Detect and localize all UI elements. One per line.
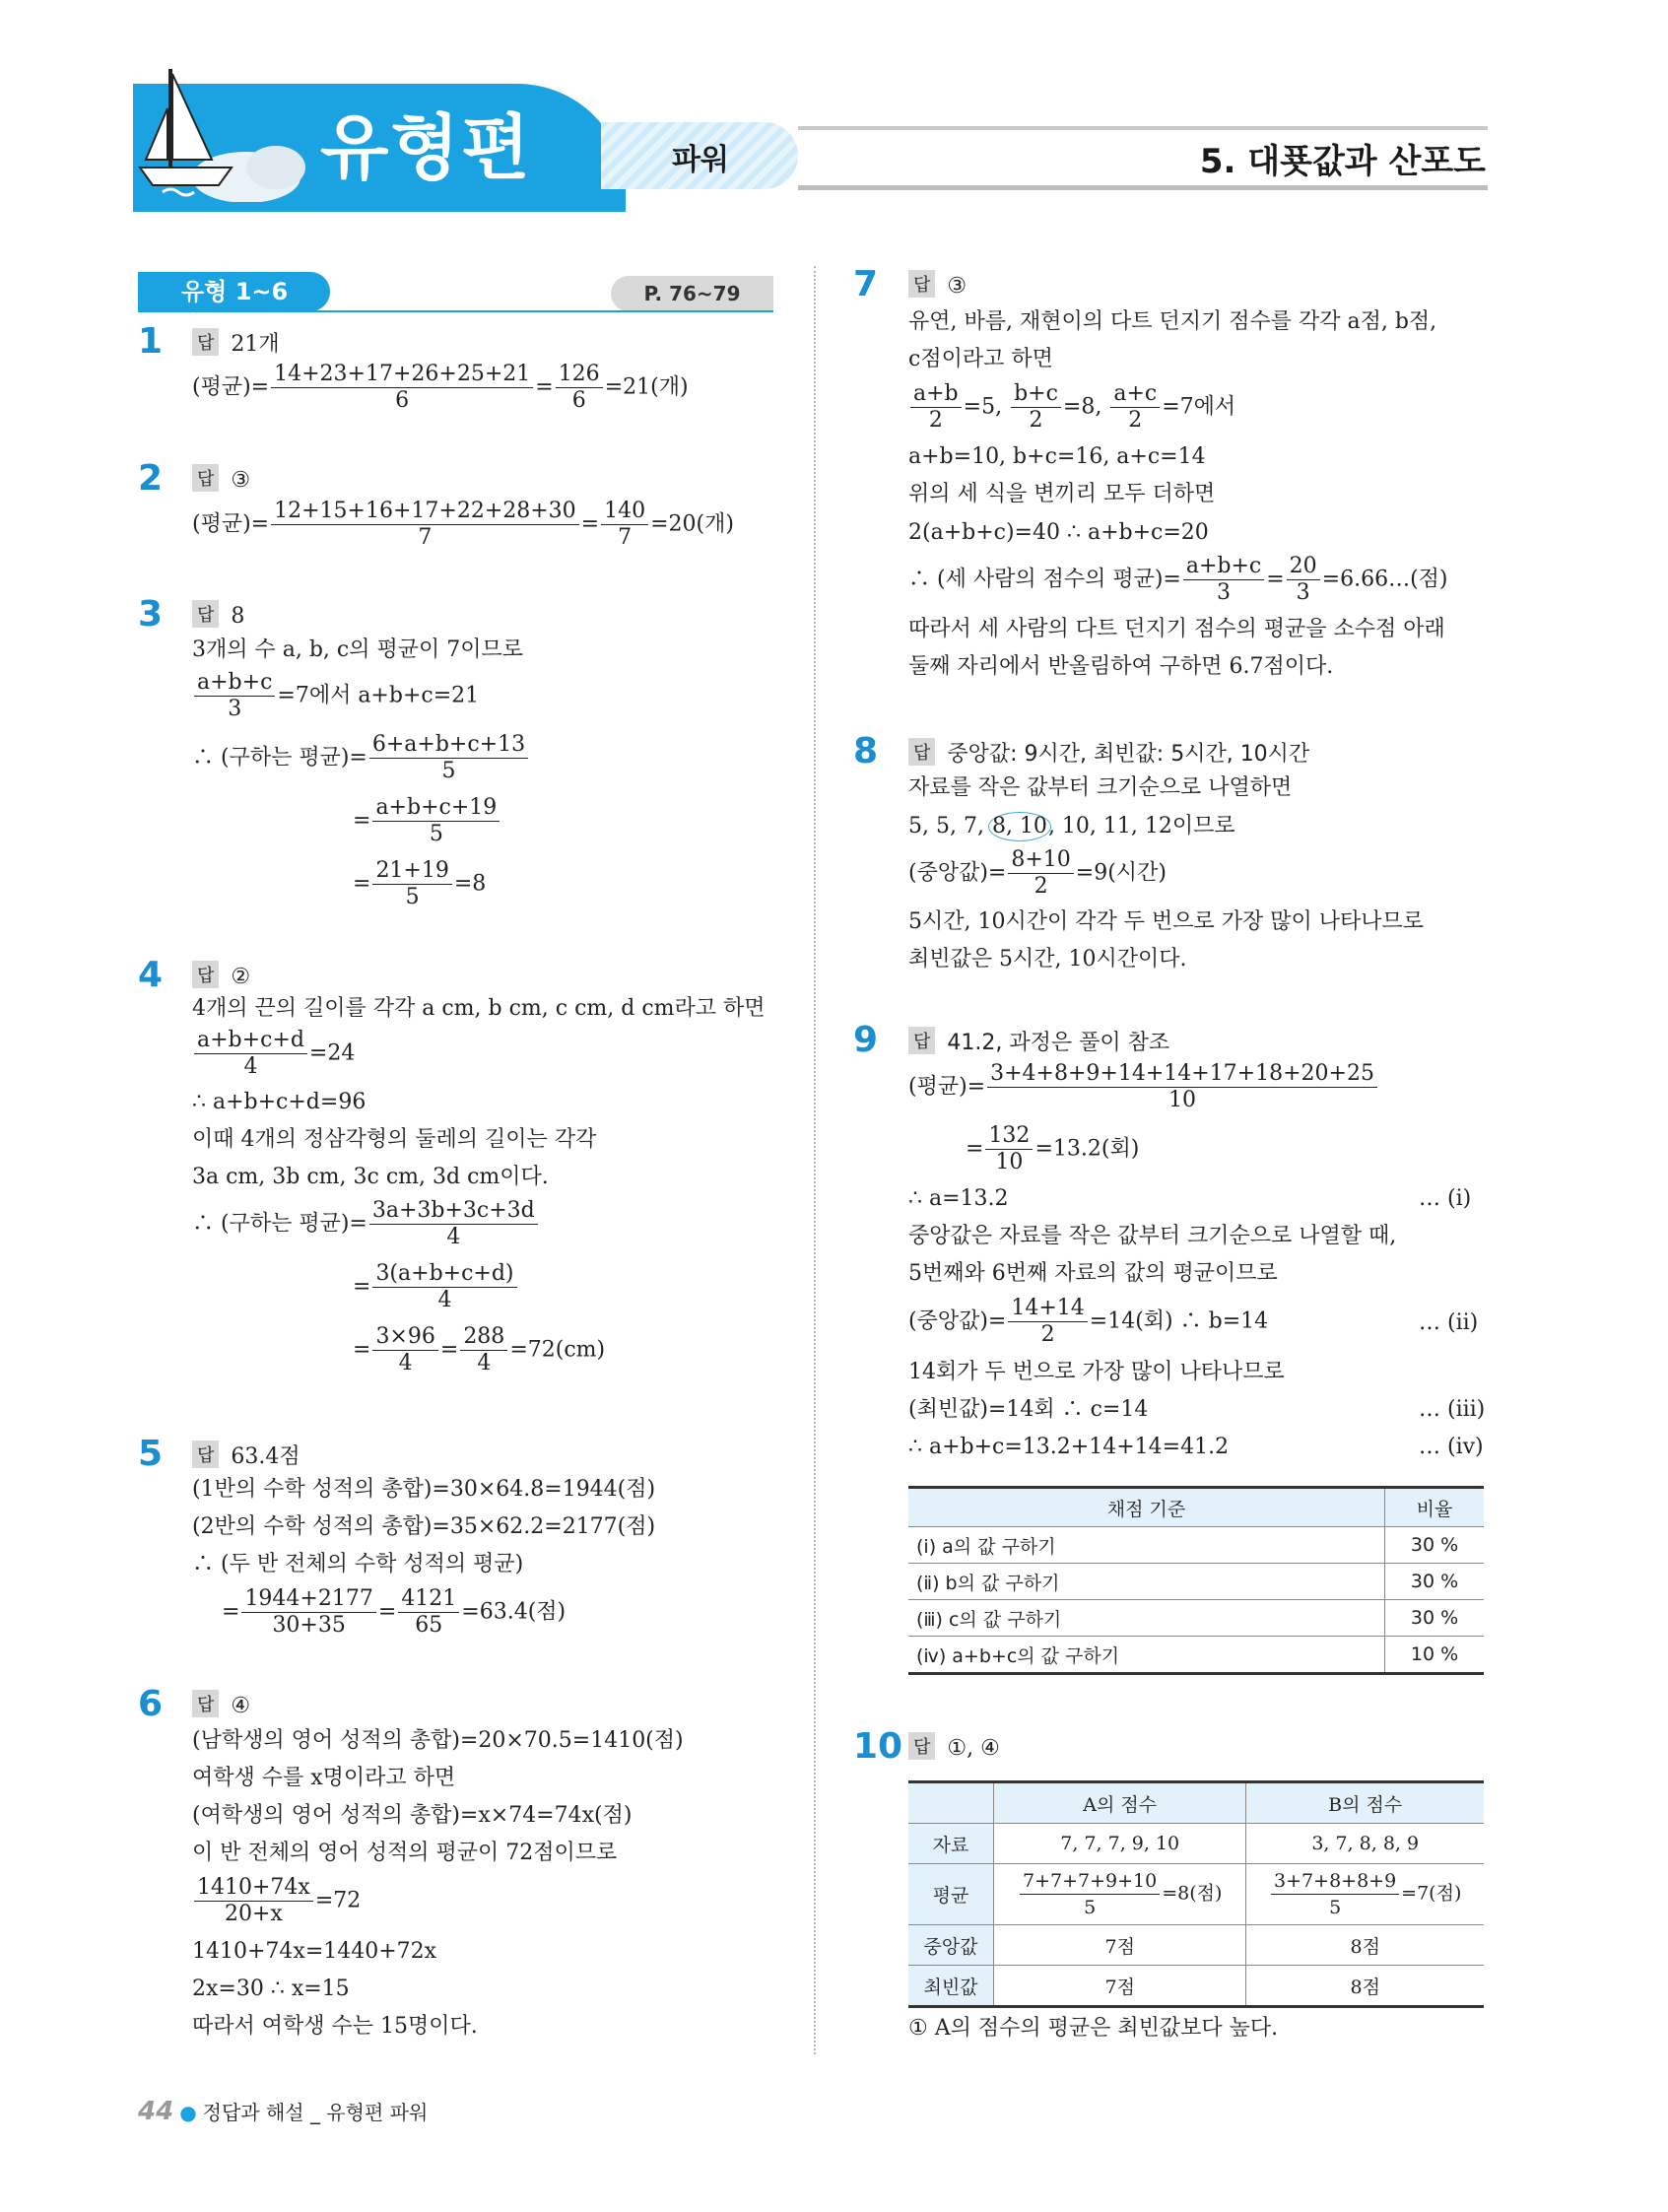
question-number: 1 [138,321,164,362]
table-cell: (ⅱ) b의 값 구하기 [908,1564,1385,1600]
table-cell: 30 % [1385,1600,1485,1637]
solution-line: ∴ (구하는 평균)= $\frac{3a+3b+3c+3d}{4}$ [192,1198,540,1250]
table-cell: $\frac{7+7+7+9+10}{5}$ =8(점) [994,1864,1246,1925]
table-header: 비율 [1385,1488,1485,1527]
table-header-row [908,1488,1484,1527]
table-cell: 30 % [1385,1564,1485,1600]
table-row [908,1966,1484,2007]
table-cell: (ⅲ) c의 값 구하기 [908,1600,1385,1637]
solution-line: ∴ a+b+c=13.2+14+14=41.2 [908,1435,1230,1459]
solution-line: (중앙값)= $\frac{14+14}{2}$ =14(회) ∴ b=14 [908,1296,1269,1347]
sailboat-icon [138,69,305,202]
solution-line: ∴ a=13.2 [908,1186,1009,1211]
header-rule-top [798,126,1488,130]
table-cell: 30 % [1385,1527,1485,1564]
question-number: 4 [138,955,164,995]
answer-label: 답 [192,600,219,628]
solution-line: a+b=10, b+c=16, a+c=14 [908,444,1206,469]
solution-line: (2반의 수학 성적의 총합)=35×62.2=2177(점) [192,1514,656,1539]
solution-line: ① A의 점수의 평균은 최빈값보다 높다. [908,2016,1279,2041]
chapter-title: 5. 대푯값과 산포도 [1199,142,1486,181]
table-row [908,1925,1484,1966]
table-row [908,1864,1484,1925]
answer-label: 답 [908,1732,935,1760]
level-tab-label: 파워 [672,143,729,177]
answer-line: 답 21개 [192,327,280,358]
answer-label: 답 [192,961,219,988]
answer-label: 답 [908,738,935,766]
table-cell: 7점 [994,1925,1246,1966]
solution-line: (최빈값)=14회 ∴ c=14 [908,1397,1149,1422]
solution-line: 자료를 작은 값부터 크기순으로 나열하면 [908,775,1293,800]
answer-label: 답 [908,270,935,298]
table-row [908,1564,1484,1600]
question-number: 10 [853,1726,903,1767]
solution-line: (평균)= $\frac{3+4+8+9+14+14+17+18+20+25}{10}$ [908,1061,1379,1113]
solution-line: 따라서 여학생 수는 15명이다. [192,2014,478,2039]
answer-label: 답 [192,1690,219,1717]
type-range-label: 유형 1~6 [138,272,330,311]
solution-line: 14회가 두 번으로 가장 많이 나타나므로 [908,1360,1285,1384]
question-number: 3 [138,594,164,635]
solution-line: 이때 4개의 정삼각형의 둘레의 길이는 각각 [192,1127,597,1152]
table-row [908,1527,1484,1564]
column-divider [814,266,816,2054]
table-cell: 7, 7, 7, 9, 10 [994,1824,1246,1864]
footer-text: 정답과 해설 _ 유형편 파워 [202,2101,429,2124]
question-number: 9 [853,1020,879,1060]
solution-line: 따라서 세 사람의 다트 던지기 점수의 평균을 소수점 아래 [908,617,1445,641]
step-marker: … (ⅰ) [1419,1186,1472,1211]
answer-line: 답 63.4점 [192,1440,300,1470]
solution-line: ∴ (두 반 전체의 수학 성적의 평균) [192,1552,524,1576]
solution-line: (평균)= $\frac{14+23+17+26+25+21}{6}$ = $\frac{126}{6}$ =21(개) [192,362,689,413]
answer-line: 답 ④ [192,1690,250,1718]
answer-line: 답 ①, ④ [908,1732,1000,1761]
solution-line: 위의 세 식을 변끼리 모두 더하면 [908,482,1216,506]
solution-line: = $\frac{3\times 96}{4}$ = $\frac{288}{4}$ =72(cm) [353,1324,606,1375]
table-header-row [908,1782,1484,1824]
table-header: A의 점수 [994,1782,1246,1824]
solution-line: $\frac{a+b+c+d}{4}$ =24 [192,1028,355,1080]
step-marker: … (ⅲ) [1419,1397,1486,1422]
solution-line: 유연, 바름, 재현이의 다트 던지기 점수를 각각 a점, b점, [908,309,1437,334]
answer-label: 답 [192,1441,219,1468]
page-footer [138,2097,428,2126]
solution-line: (1반의 수학 성적의 총합)=30×64.8=1944(점) [192,1477,656,1502]
solution-line: ∴ (구하는 평균)= $\frac{6+a+b+c+13}{5}$ [192,732,530,784]
table-cell: (ⅰ) a의 값 구하기 [908,1527,1385,1564]
type-bar-rule [138,310,773,312]
section-title: 유형편 [320,106,532,189]
question-number: 2 [138,458,164,499]
solution-line: 5, 5, 7, 8, 10, 10, 11, 12이므로 [908,812,1235,841]
answer-label: 답 [908,1027,935,1054]
question-number: 6 [138,1684,164,1724]
solution-line: (중앙값)= $\frac{8+10}{2}$ =9(시간) [908,847,1167,899]
solution-line: ∴ (세 사람의 점수의 평균)= $\frac{a+b+c}{3}$ = $\frac{20}{3}$ =6.66…(점) [908,554,1448,605]
row-header: 자료 [908,1824,994,1864]
grading-criteria-table [908,1486,1484,1675]
table-row [908,1824,1484,1864]
solution-line: 여학생 수를 x명이라고 하면 [192,1766,456,1790]
table-header: B의 점수 [1246,1782,1484,1824]
solution-line: $\frac{1410+74x}{20+x}$ =72 [192,1875,361,1927]
header-rule-bottom [798,185,1488,190]
step-marker: … (ⅱ) [1419,1310,1479,1335]
answer-label: 답 [192,328,219,356]
solution-line: = $\frac{132}{10}$ =13.2(회) [966,1123,1140,1174]
step-marker: … (ⅳ) [1419,1435,1484,1459]
solution-line: (남학생의 영어 성적의 총합)=20×70.5=1410(점) [192,1728,684,1753]
solution-line: 5번째와 6번째 자료의 값의 평균이므로 [908,1261,1278,1286]
median-highlight: 8, 10 [988,812,1051,841]
solution-line: ∴ a+b+c+d=96 [192,1090,367,1114]
table-cell: (ⅳ) a+b+c의 값 구하기 [908,1637,1385,1674]
solution-line: $\frac{a+b}{2}$ =5, $\frac{b+c}{2}$ =8, $\frac{a+c}{2}$ =7에서 [908,381,1235,434]
table-cell: $\frac{3+7+8+8+9}{5}$ =7(점) [1246,1864,1484,1925]
answer-line: 답 중앙값: 9시간, 최빈값: 5시간, 10시간 [908,737,1309,768]
table-cell: 3, 7, 8, 8, 9 [1246,1824,1484,1864]
solution-line: = $\frac{a+b+c+19}{5}$ [353,795,501,847]
question-number: 5 [138,1434,164,1474]
solution-line: 3개의 수 a, b, c의 평균이 7이므로 [192,637,523,662]
question-number: 7 [853,264,879,304]
solution-line: 5시간, 10시간이 각각 두 번으로 가장 많이 나타나므로 [908,909,1424,934]
solution-line: 최빈값은 5시간, 10시간이다. [908,947,1187,972]
table-row [908,1637,1484,1674]
solution-line: = $\frac{21+19}{5}$ =8 [353,858,487,909]
table-header: 채점 기준 [908,1488,1385,1527]
solution-line: c점이라고 하면 [908,347,1053,371]
page-number: 44 [138,2097,174,2126]
solution-line: 1410+74x=1440+72x [192,1939,437,1964]
table-cell: 8점 [1246,1966,1484,2007]
answer-line: 답 ③ [192,464,250,493]
solution-line: 3a cm, 3b cm, 3c cm, 3d cm이다. [192,1165,549,1189]
answer-label: 답 [192,464,219,492]
solution-line: 이 반 전체의 영어 성적의 평균이 72점이므로 [192,1841,618,1865]
table-cell: 8점 [1246,1925,1484,1966]
solution-line: = $\frac{3(a+b+c+d)}{4}$ [353,1261,519,1313]
solution-line: 4개의 끈의 길이를 각각 a cm, b cm, c cm, d cm라고 하면 [192,996,766,1021]
solution-line: 2(a+b+c)=40 ∴ a+b+c=20 [908,520,1209,545]
solution-line: $\frac{a+b+c}{3}$ =7에서 a+b+c=21 [192,670,479,722]
table-row [908,1600,1484,1637]
solution-line: (여학생의 영어 성적의 총합)=x×74=74x(점) [192,1803,633,1828]
bullet-icon: ● [179,2101,197,2124]
table-cell: 7점 [994,1966,1246,2007]
solution-line: 둘째 자리에서 반올림하여 구하면 6.7점이다. [908,654,1334,679]
answer-line: 답 ③ [908,270,967,299]
table-cell: 10 % [1385,1637,1485,1674]
answer-line: 답 ② [192,961,250,989]
solution-line: (평균)= $\frac{12+15+16+17+22+28+30}{7}$ = $\frac{140}{7}$ =20(개) [192,499,734,550]
answer-line: 답 41.2, 과정은 풀이 참조 [908,1026,1169,1056]
question-number: 8 [853,731,879,771]
table-header [908,1782,994,1824]
solution-line: 중앙값은 자료를 작은 값부터 크기순으로 나열할 때, [908,1224,1397,1248]
solution-line: 2x=30 ∴ x=15 [192,1977,350,2001]
row-header: 평균 [908,1864,994,1925]
row-header: 최빈값 [908,1966,994,2007]
page-range-tag: P. 76~79 [611,276,773,311]
row-header: 중앙값 [908,1925,994,1966]
score-comparison-table [908,1780,1484,2008]
answer-line: 답 8 [192,600,244,629]
solution-line: = $\frac{1944+2177}{30+35}$ = $\frac{4121}{65}$ =63.4(점) [222,1586,567,1638]
